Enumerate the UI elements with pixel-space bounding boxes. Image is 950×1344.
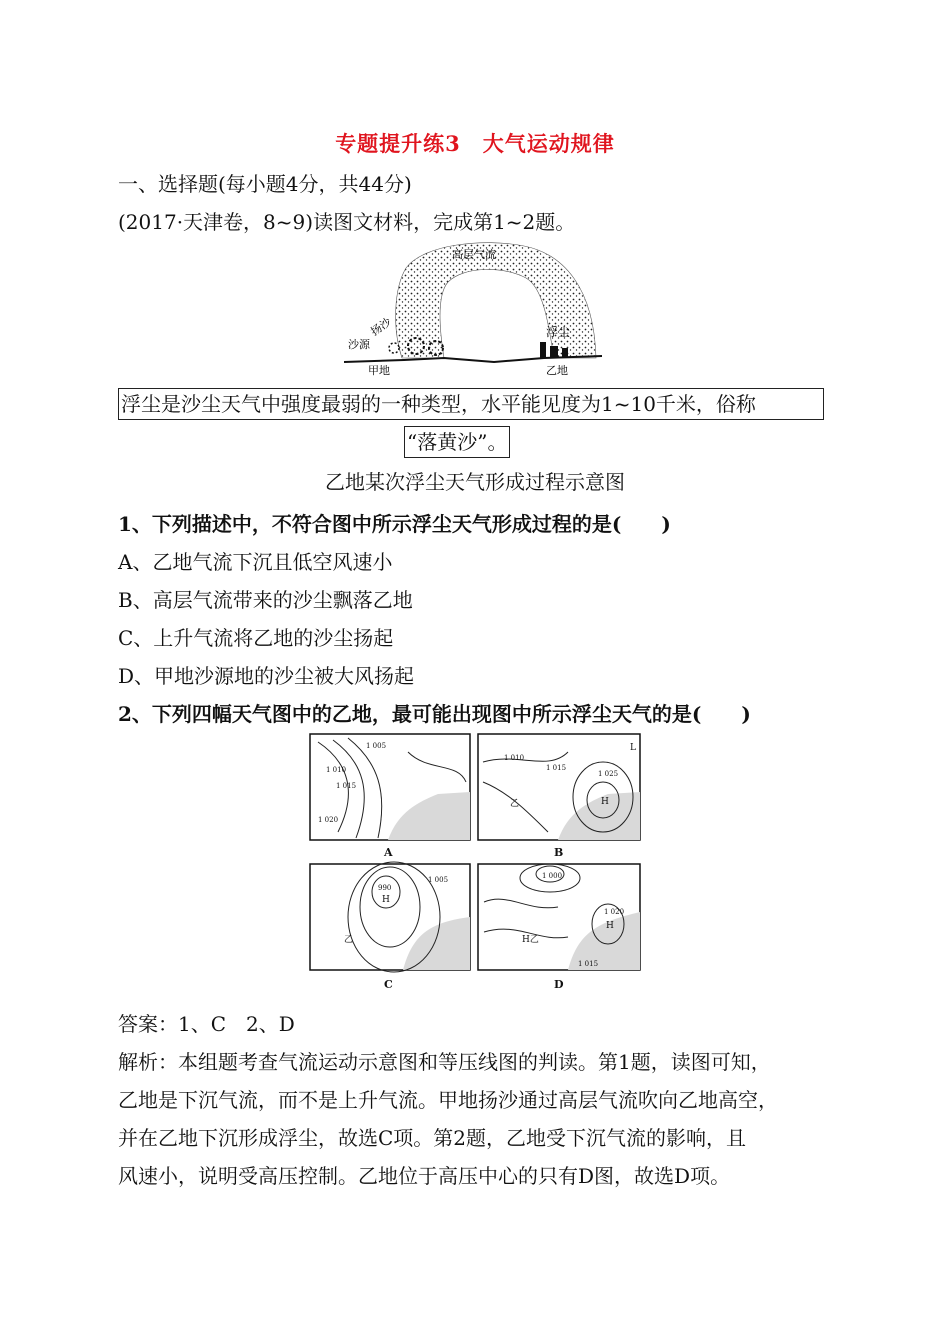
map-d-letter: D bbox=[554, 978, 564, 991]
figure-caption: 乙地某次浮尘天气形成过程示意图 bbox=[325, 470, 625, 494]
weather-maps bbox=[308, 732, 642, 994]
q1-option-b: B、高层气流带来的沙尘飘落乙地 bbox=[118, 588, 413, 612]
analysis-line-2: 乙地是下沉气流，而不是上升气流。甲地扬沙通过高层气流吹向乙地高空， bbox=[118, 1088, 778, 1112]
q1-option-a: A、乙地气流下沉且低空风速小 bbox=[118, 550, 393, 574]
label-jiadi: 甲地 bbox=[368, 364, 390, 377]
map-a-label-1: 1 005 bbox=[366, 742, 387, 750]
map-d-label-1: 1 000 bbox=[542, 872, 563, 880]
map-c-label-3: 1 005 bbox=[428, 876, 449, 884]
weather-map-b bbox=[478, 734, 640, 840]
map-b-label-4: H bbox=[601, 797, 609, 807]
question-2-stem: 2、下列四幅天气图中的乙地，最可能出现图中所示浮尘天气的是( ) bbox=[118, 702, 751, 726]
map-d-label-2: H乙 bbox=[522, 935, 539, 945]
section-heading: 一、选择题(每小题4分，共44分) bbox=[118, 172, 412, 196]
label-upper-airflow: 高层气流 bbox=[452, 248, 496, 261]
weather-map-a bbox=[310, 734, 470, 840]
q1-option-d: D、甲地沙源地的沙尘被大风扬起 bbox=[118, 664, 415, 688]
map-b-label-3: 1 025 bbox=[598, 770, 619, 778]
map-d-label-3: 1 020 bbox=[604, 908, 625, 916]
map-a-label-4: 1 020 bbox=[318, 816, 339, 824]
map-c-label-2: H bbox=[382, 895, 390, 905]
map-b-label-5: L bbox=[630, 743, 636, 753]
analysis-line-1: 解析：本组题考查气流运动示意图和等压线图的判读。第1题，读图可知， bbox=[118, 1050, 771, 1074]
label-yidi: 乙地 bbox=[546, 364, 568, 377]
answer-line: 答案：1、C 2、D bbox=[118, 1012, 295, 1036]
map-c-letter: C bbox=[384, 978, 393, 991]
note-box-line1: 浮尘是沙尘天气中强度最弱的一种类型，水平能见度为1~10千米，俗称 bbox=[118, 388, 824, 420]
map-d-label-5: 1 015 bbox=[578, 960, 599, 968]
label-shayuan: 沙源 bbox=[348, 338, 370, 351]
analysis-line-3: 并在乙地下沉形成浮尘，故选C项。第2题，乙地受下沉气流的影响，且 bbox=[118, 1126, 747, 1150]
analysis-line-4: 风速小，说明受高压控制。乙地位于高压中心的只有D图，故选D项。 bbox=[118, 1164, 731, 1188]
note-box-line2: “落黄沙”。 bbox=[404, 426, 510, 458]
map-a-label-2: 1 010 bbox=[326, 766, 347, 774]
map-c-label-1: 990 bbox=[378, 884, 392, 892]
map-a-letter: A bbox=[384, 846, 393, 859]
question-1-stem: 1、下列描述中，不符合图中所示浮尘天气形成过程的是( ) bbox=[118, 512, 671, 536]
map-d-label-4: H bbox=[606, 921, 614, 931]
map-b-letter: B bbox=[554, 846, 564, 859]
map-b-label-6: 乙 bbox=[510, 799, 520, 809]
map-b-label-2: 1 015 bbox=[546, 764, 567, 772]
question-source: (2017·天津卷，8~9)读图文材料，完成第1~2题。 bbox=[118, 210, 576, 234]
map-b-label-1: 1 010 bbox=[504, 754, 525, 762]
q1-option-c: C、上升气流将乙地的沙尘扬起 bbox=[118, 626, 394, 650]
weather-map-d bbox=[478, 864, 640, 970]
map-a-label-3: 1 015 bbox=[336, 782, 357, 790]
label-fuchen: 浮尘 bbox=[546, 325, 571, 339]
page-title: 专题提升练3 大气运动规律 bbox=[335, 131, 615, 156]
weather-map-c bbox=[310, 862, 470, 972]
airflow-diagram bbox=[344, 238, 602, 378]
map-c-label-4: 乙 bbox=[344, 935, 354, 945]
label-yangsha: 扬沙 bbox=[368, 315, 394, 339]
